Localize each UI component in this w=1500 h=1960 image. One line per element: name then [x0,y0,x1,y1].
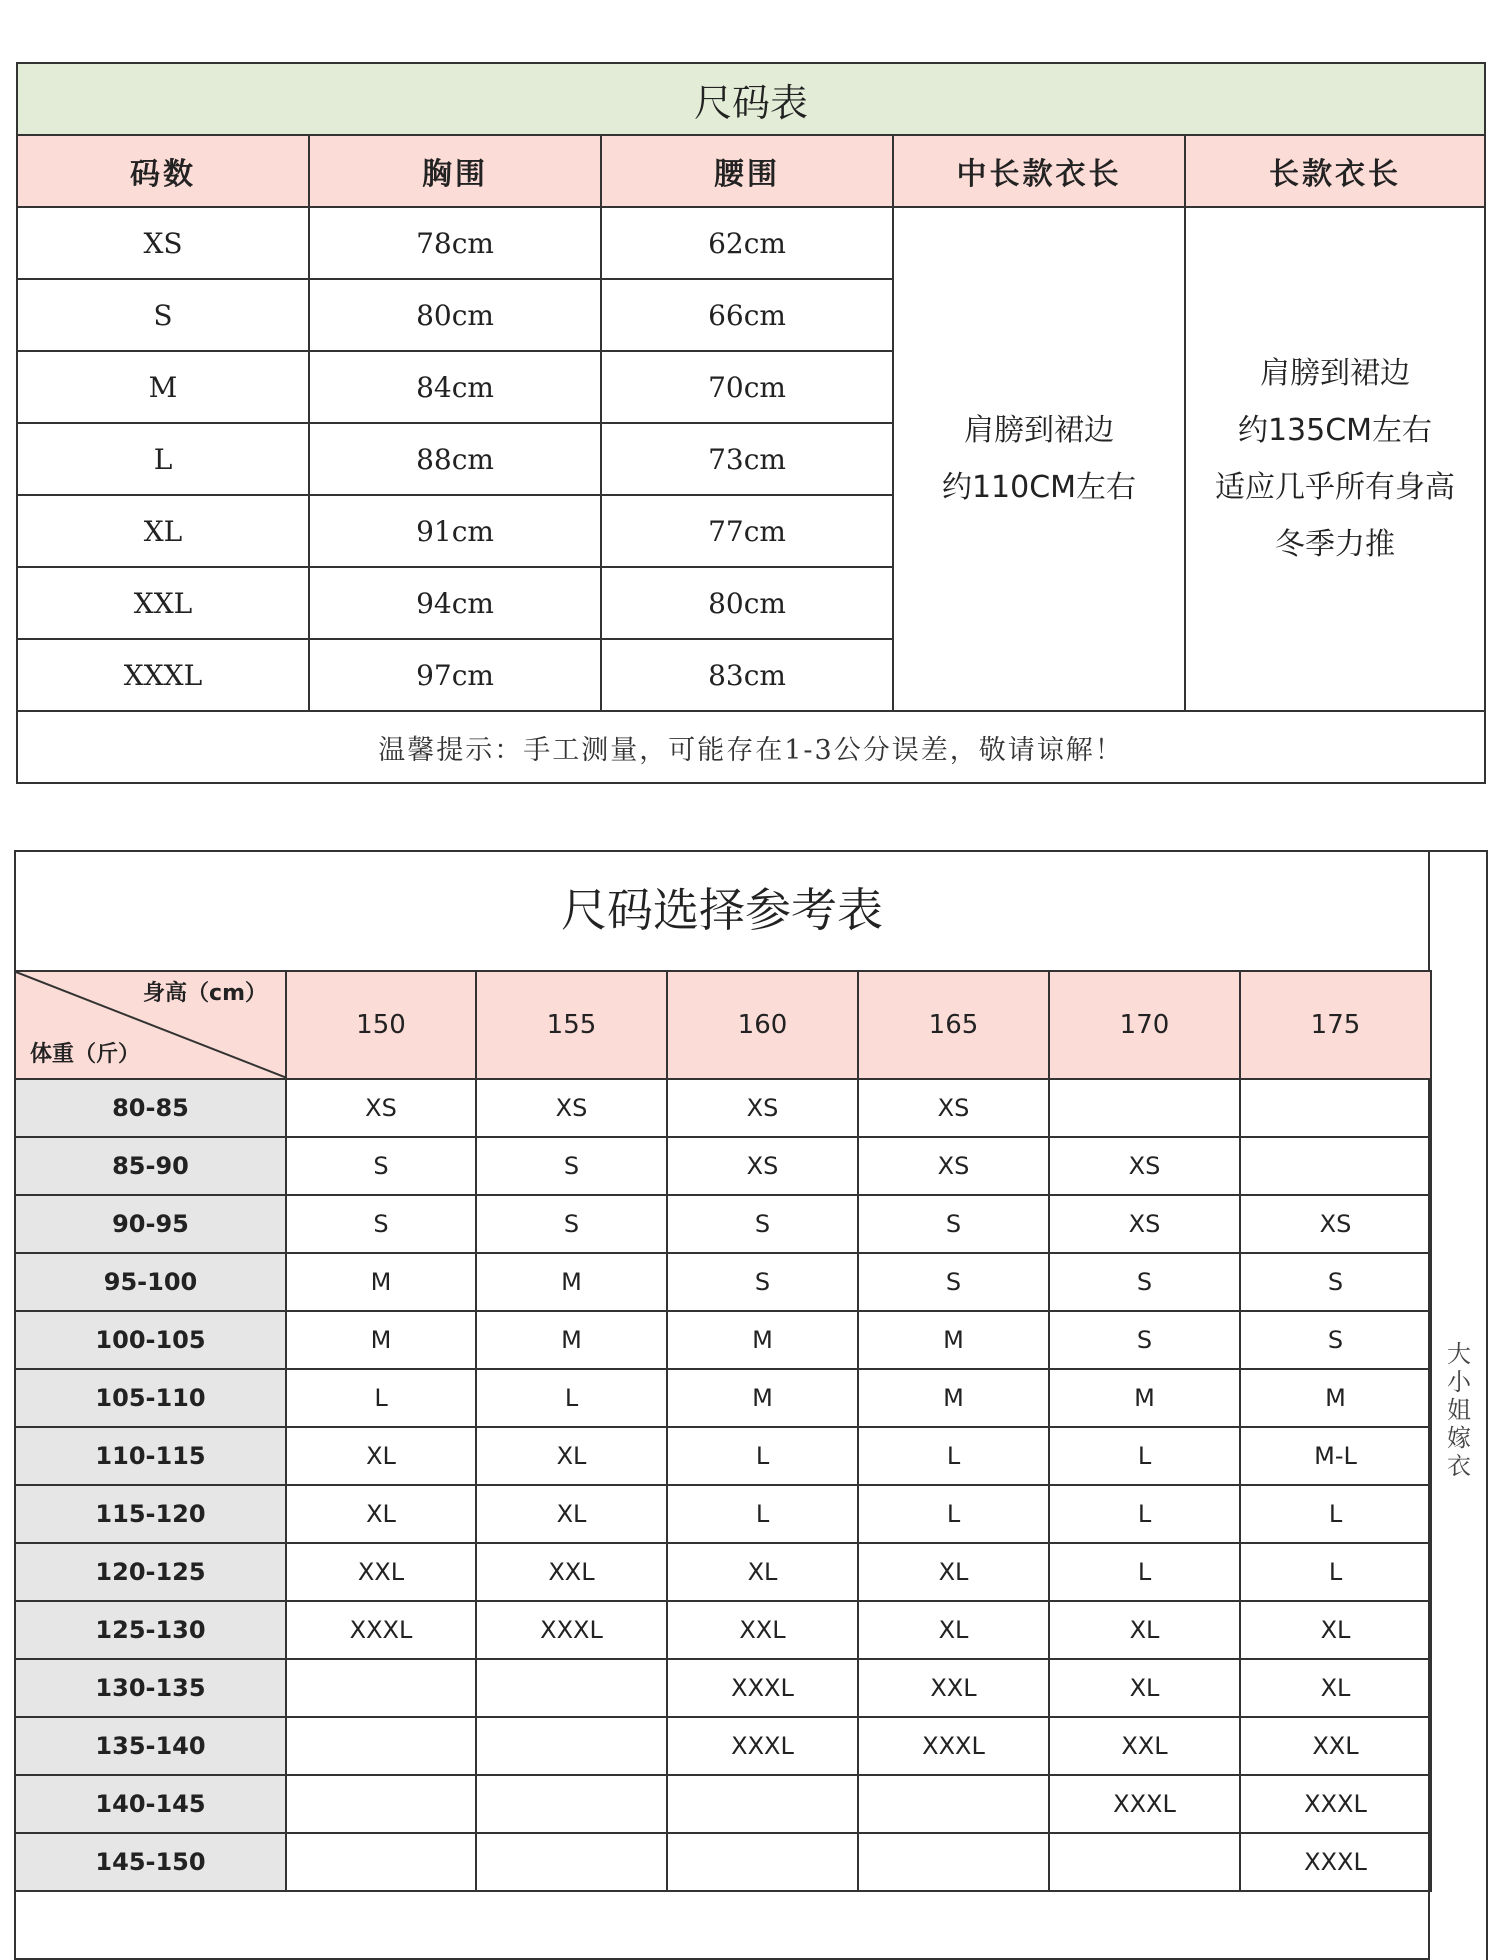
recommended-size-cell: L [667,1427,858,1485]
weight-range-cell: 145-150 [15,1833,286,1891]
recommended-size-cell [286,1659,476,1717]
recommended-size-cell: L [858,1427,1049,1485]
table-row [15,1195,1431,1253]
recommended-size-cell [476,1775,667,1833]
table-row [15,1717,1431,1775]
waist-cell: 66cm [601,279,893,351]
recommended-size-cell: M [286,1311,476,1369]
side-brand-note: 大小姐嫁衣 [1447,1340,1471,1480]
waist-cell: 70cm [601,351,893,423]
recommended-size-cell: S [667,1195,858,1253]
recommended-size-cell: L [476,1369,667,1427]
recommended-size-cell: M [858,1311,1049,1369]
recommended-size-cell [286,1833,476,1891]
recommended-size-cell: M [476,1311,667,1369]
recommended-size-cell: XXXL [286,1601,476,1659]
height-header: 175 [1240,971,1431,1079]
recommended-size-cell: XS [858,1079,1049,1137]
size-reference-table [14,970,1432,1892]
recommended-size-cell [667,1833,858,1891]
recommended-size-cell: L [1240,1543,1431,1601]
measurement-tip: 温馨提示：手工测量，可能存在1-3公分误差，敬请谅解！ [17,711,1485,783]
recommended-size-cell [1240,1137,1431,1195]
weight-range-cell: 130-135 [15,1659,286,1717]
recommended-size-cell [476,1717,667,1775]
recommended-size-cell: XL [858,1543,1049,1601]
size-cell: XXXL [17,639,309,711]
recommended-size-cell: L [1240,1485,1431,1543]
table-row [15,1775,1431,1833]
recommended-size-cell: XXL [476,1543,667,1601]
recommended-size-cell: XS [1049,1137,1240,1195]
waist-cell: 83cm [601,639,893,711]
height-header-row [15,971,1431,1079]
size-cell: XL [17,495,309,567]
recommended-size-cell: XXXL [1240,1775,1431,1833]
recommended-size-cell: S [1240,1253,1431,1311]
recommended-size-cell: XL [1049,1601,1240,1659]
long-length-note [1185,207,1485,711]
recommended-size-cell: S [1240,1311,1431,1369]
weight-range-cell: 120-125 [15,1543,286,1601]
recommended-size-cell: XL [476,1485,667,1543]
recommended-size-cell: S [286,1137,476,1195]
header-chest: 胸围 [309,135,601,207]
recommended-size-cell [667,1775,858,1833]
weight-range-cell: 115-120 [15,1485,286,1543]
weight-range-cell: 95-100 [15,1253,286,1311]
table-row [15,1137,1431,1195]
recommended-size-cell: M [286,1253,476,1311]
header-long-length: 长款衣长 [1185,135,1485,207]
recommended-size-cell: S [858,1253,1049,1311]
weight-range-cell: 105-110 [15,1369,286,1427]
recommended-size-cell: S [476,1195,667,1253]
chest-cell: 80cm [309,279,601,351]
recommended-size-cell: XXL [667,1601,858,1659]
recommended-size-cell [858,1833,1049,1891]
recommended-size-cell: S [1049,1253,1240,1311]
recommended-size-cell: M [476,1253,667,1311]
midi-note-line: 约110CM左右 [941,470,1137,505]
height-header: 155 [476,971,667,1079]
header-waist: 腰围 [601,135,893,207]
height-header: 170 [1049,971,1240,1079]
recommended-size-cell: XS [667,1079,858,1137]
recommended-size-cell: M-L [1240,1427,1431,1485]
weight-range-cell: 135-140 [15,1717,286,1775]
height-header: 150 [286,971,476,1079]
size-cell: L [17,423,309,495]
size-reference-section [14,850,1488,1930]
table-row [17,207,1485,279]
table-row [15,1601,1431,1659]
table-row [15,1253,1431,1311]
waist-cell: 77cm [601,495,893,567]
table-row [15,1311,1431,1369]
table-row [15,1485,1431,1543]
recommended-size-cell: S [1049,1311,1240,1369]
recommended-size-cell: XXXL [667,1659,858,1717]
size-table [16,62,1484,784]
recommended-size-cell: XXL [1049,1717,1240,1775]
corner-height-label: 身高（cm） [143,981,267,1006]
weight-range-cell: 80-85 [15,1079,286,1137]
recommended-size-cell: XXXL [1240,1833,1431,1891]
recommended-size-cell: XXL [286,1543,476,1601]
chest-cell: 97cm [309,639,601,711]
recommended-size-cell [286,1717,476,1775]
recommended-size-cell: M [667,1369,858,1427]
height-header: 165 [858,971,1049,1079]
long-note-line: 肩膀到裙边 [1260,356,1410,391]
recommended-size-cell: XXXL [1049,1775,1240,1833]
weight-range-cell: 85-90 [15,1137,286,1195]
recommended-size-cell: M [858,1369,1049,1427]
chest-cell: 88cm [309,423,601,495]
midi-note-line: 肩膀到裙边 [964,413,1114,448]
table-row [15,1833,1431,1891]
recommended-size-cell: XS [476,1079,667,1137]
height-header: 160 [667,971,858,1079]
chest-cell: 91cm [309,495,601,567]
size-cell: M [17,351,309,423]
recommended-size-cell: XL [1049,1659,1240,1717]
waist-cell: 73cm [601,423,893,495]
chest-cell: 94cm [309,567,601,639]
recommended-size-cell: XL [1240,1601,1431,1659]
waist-cell: 80cm [601,567,893,639]
recommended-size-cell [286,1775,476,1833]
recommended-size-cell [476,1833,667,1891]
size-cell: XS [17,207,309,279]
recommended-size-cell [1240,1079,1431,1137]
size-table-title: 尺码表 [17,63,1485,135]
header-midi-length: 中长款衣长 [893,135,1185,207]
weight-range-cell: 100-105 [15,1311,286,1369]
weight-range-cell: 90-95 [15,1195,286,1253]
size-chart-table [16,62,1486,784]
recommended-size-cell: XXXL [476,1601,667,1659]
recommended-size-cell: L [858,1485,1049,1543]
header-size: 码数 [17,135,309,207]
recommended-size-cell: XS [1049,1195,1240,1253]
recommended-size-cell: XXL [858,1659,1049,1717]
waist-cell: 62cm [601,207,893,279]
midi-length-note [893,207,1185,711]
recommended-size-cell: XL [667,1543,858,1601]
recommended-size-cell: XL [858,1601,1049,1659]
weight-range-cell: 110-115 [15,1427,286,1485]
recommended-size-cell [476,1659,667,1717]
recommended-size-cell: L [1049,1485,1240,1543]
recommended-size-cell: XXXL [667,1717,858,1775]
recommended-size-cell [1049,1833,1240,1891]
recommended-size-cell: L [1049,1427,1240,1485]
recommended-size-cell [1049,1079,1240,1137]
corner-weight-label: 体重（斤） [30,1042,141,1067]
recommended-size-cell: XS [858,1137,1049,1195]
reference-table-body [15,1079,1431,1891]
recommended-size-cell: XS [1240,1195,1431,1253]
recommended-size-cell: S [858,1195,1049,1253]
chest-cell: 78cm [309,207,601,279]
recommended-size-cell: S [667,1253,858,1311]
recommended-size-cell: L [1049,1543,1240,1601]
size-cell: XXL [17,567,309,639]
table-row [15,1659,1431,1717]
recommended-size-cell: M [1240,1369,1431,1427]
recommended-size-cell: XL [286,1485,476,1543]
recommended-size-cell: XXXL [858,1717,1049,1775]
recommended-size-cell: XS [286,1079,476,1137]
weight-range-cell: 140-145 [15,1775,286,1833]
recommended-size-cell: XS [667,1137,858,1195]
table-row [15,1543,1431,1601]
recommended-size-cell: XL [476,1427,667,1485]
table-row [15,1079,1431,1137]
recommended-size-cell: S [286,1195,476,1253]
recommended-size-cell [858,1775,1049,1833]
chest-cell: 84cm [309,351,601,423]
recommended-size-cell: L [667,1485,858,1543]
long-note-line: 冬季力推 [1275,527,1395,562]
recommended-size-cell: XL [1240,1659,1431,1717]
weight-range-cell: 125-130 [15,1601,286,1659]
size-cell: S [17,279,309,351]
table-row [15,1369,1431,1427]
table-row [15,1427,1431,1485]
reference-table-title: 尺码选择参考表 [561,883,883,937]
recommended-size-cell: S [476,1137,667,1195]
long-note-line: 约135CM左右 [1237,413,1433,448]
recommended-size-cell: L [286,1369,476,1427]
recommended-size-cell: M [1049,1369,1240,1427]
long-note-line: 适应几乎所有身高 [1215,470,1455,505]
recommended-size-cell: XXL [1240,1717,1431,1775]
corner-header [15,971,286,1079]
recommended-size-cell: M [667,1311,858,1369]
recommended-size-cell: XL [286,1427,476,1485]
